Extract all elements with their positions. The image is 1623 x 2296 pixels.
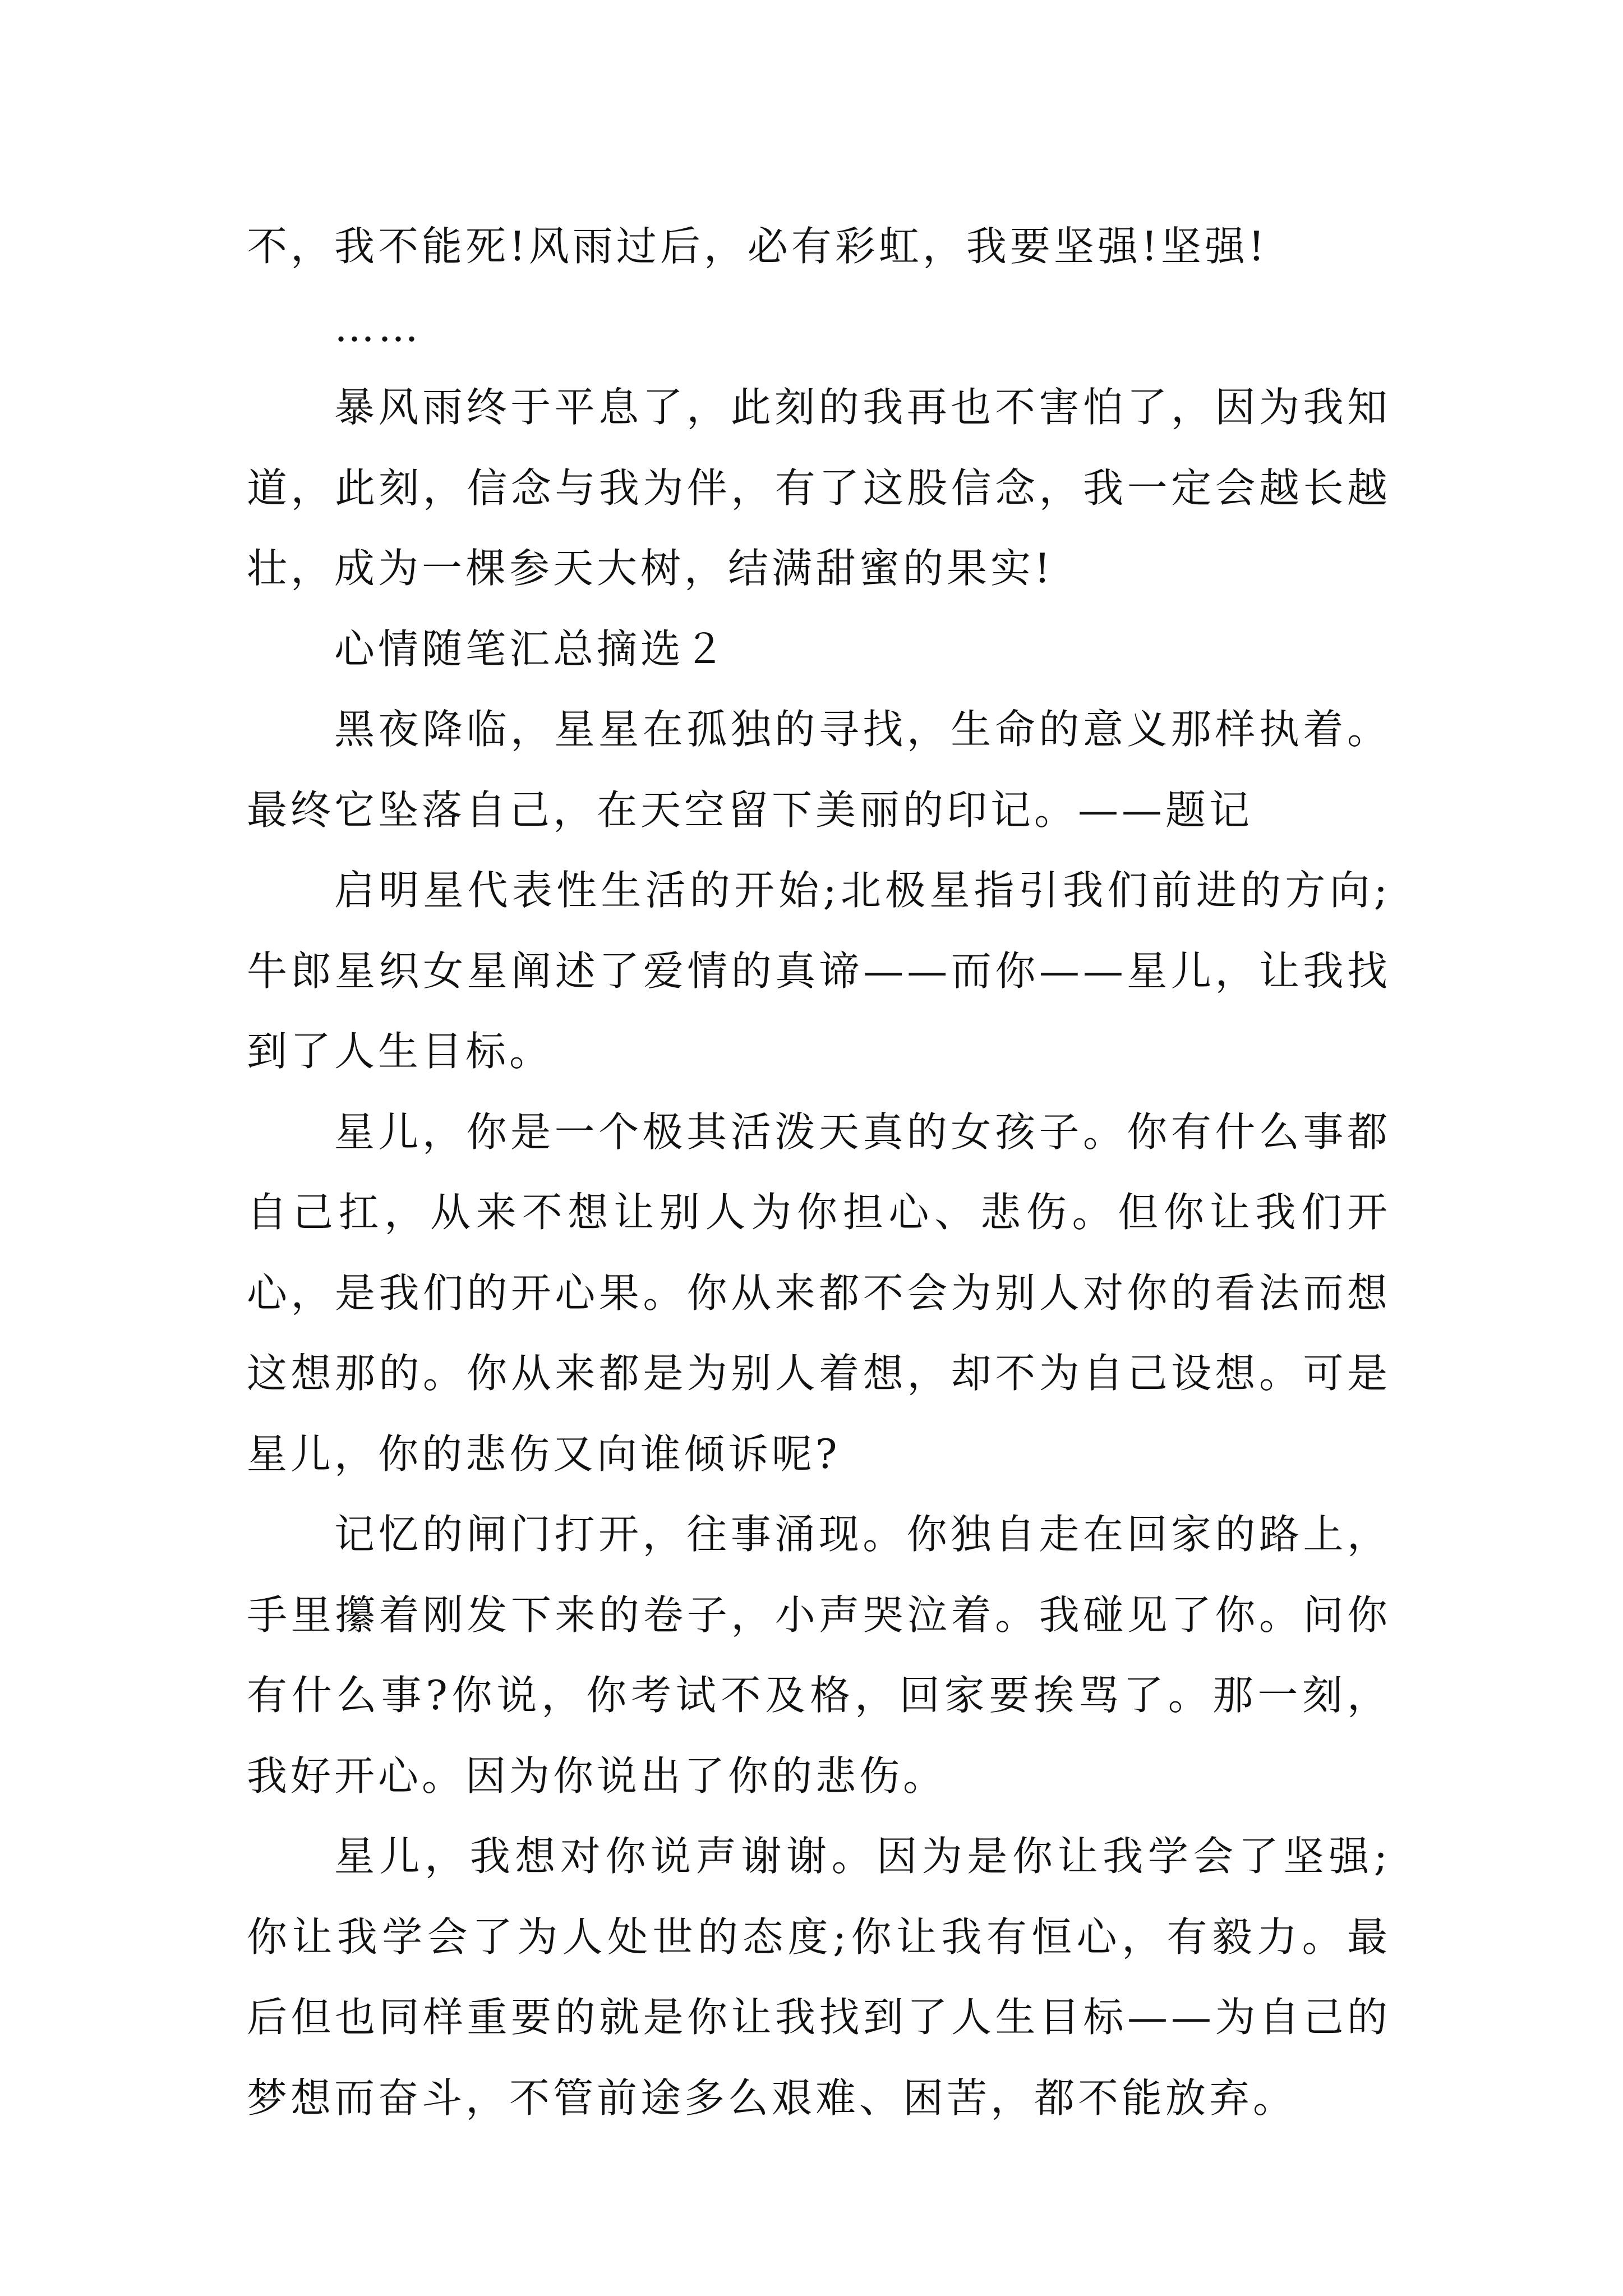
section-heading: 心情随笔汇总摘选２ [334, 625, 728, 673]
paragraph: 星儿，我想对你说声谢谢。因为是你让我学会了坚强;你让我学会了为人处世的态度;你让我有恒心，有毅力。最后但也同样重要的就是你让我找到了人生目标——为自己的梦想而奋斗，不管前途多么艰难、困苦，都不能放弃。 [247, 1833, 1391, 2122]
document-body [247, 206, 1391, 2138]
paragraph: 暴风雨终于平息了，此刻的我再也不害怕了，因为我知道，此刻，信念与我为伴，有了这股信念，我一定会越长越壮，成为一棵参天大树，结满甜蜜的果实! [247, 384, 1391, 592]
paragraph: 星儿，你是一个极其活泼天真的女孩子。你有什么事都自己扛，从来不想让别人为你担心、悲伤。但你让我们开心，是我们的开心果。你从来都不会为别人对你的看法而想这想那的。你从来都是为别人着想，却不为自己设想。可是星儿，你的悲伤又向谁倾诉呢? [247, 1108, 1391, 1478]
paragraph: 不，我不能死!风雨过后，必有彩虹，我要坚强!坚强! [247, 223, 1268, 270]
paragraph: 黑夜降临，星星在孤独的寻找，生命的意义那样执着。最终它坠落自己，在天空留下美丽的印记。——题记 [247, 706, 1391, 834]
paragraph: …… [334, 303, 422, 351]
paragraph: 启明星代表性生活的开始;北极星指引我们前进的方向;牛郎星织女星阐述了爱情的真谛——而你——星儿，让我找到了人生目标。 [247, 867, 1391, 1075]
paragraph: 记忆的闸门打开，往事涌现。你独自走在回家的路上，手里攥着刚发下来的卷子，小声哭泣着。我碰见了你。问你有什么事?你说，你考试不及格，回家要挨骂了。那一刻，我好开心。因为你说出了你的悲伤。 [247, 1511, 1391, 1800]
